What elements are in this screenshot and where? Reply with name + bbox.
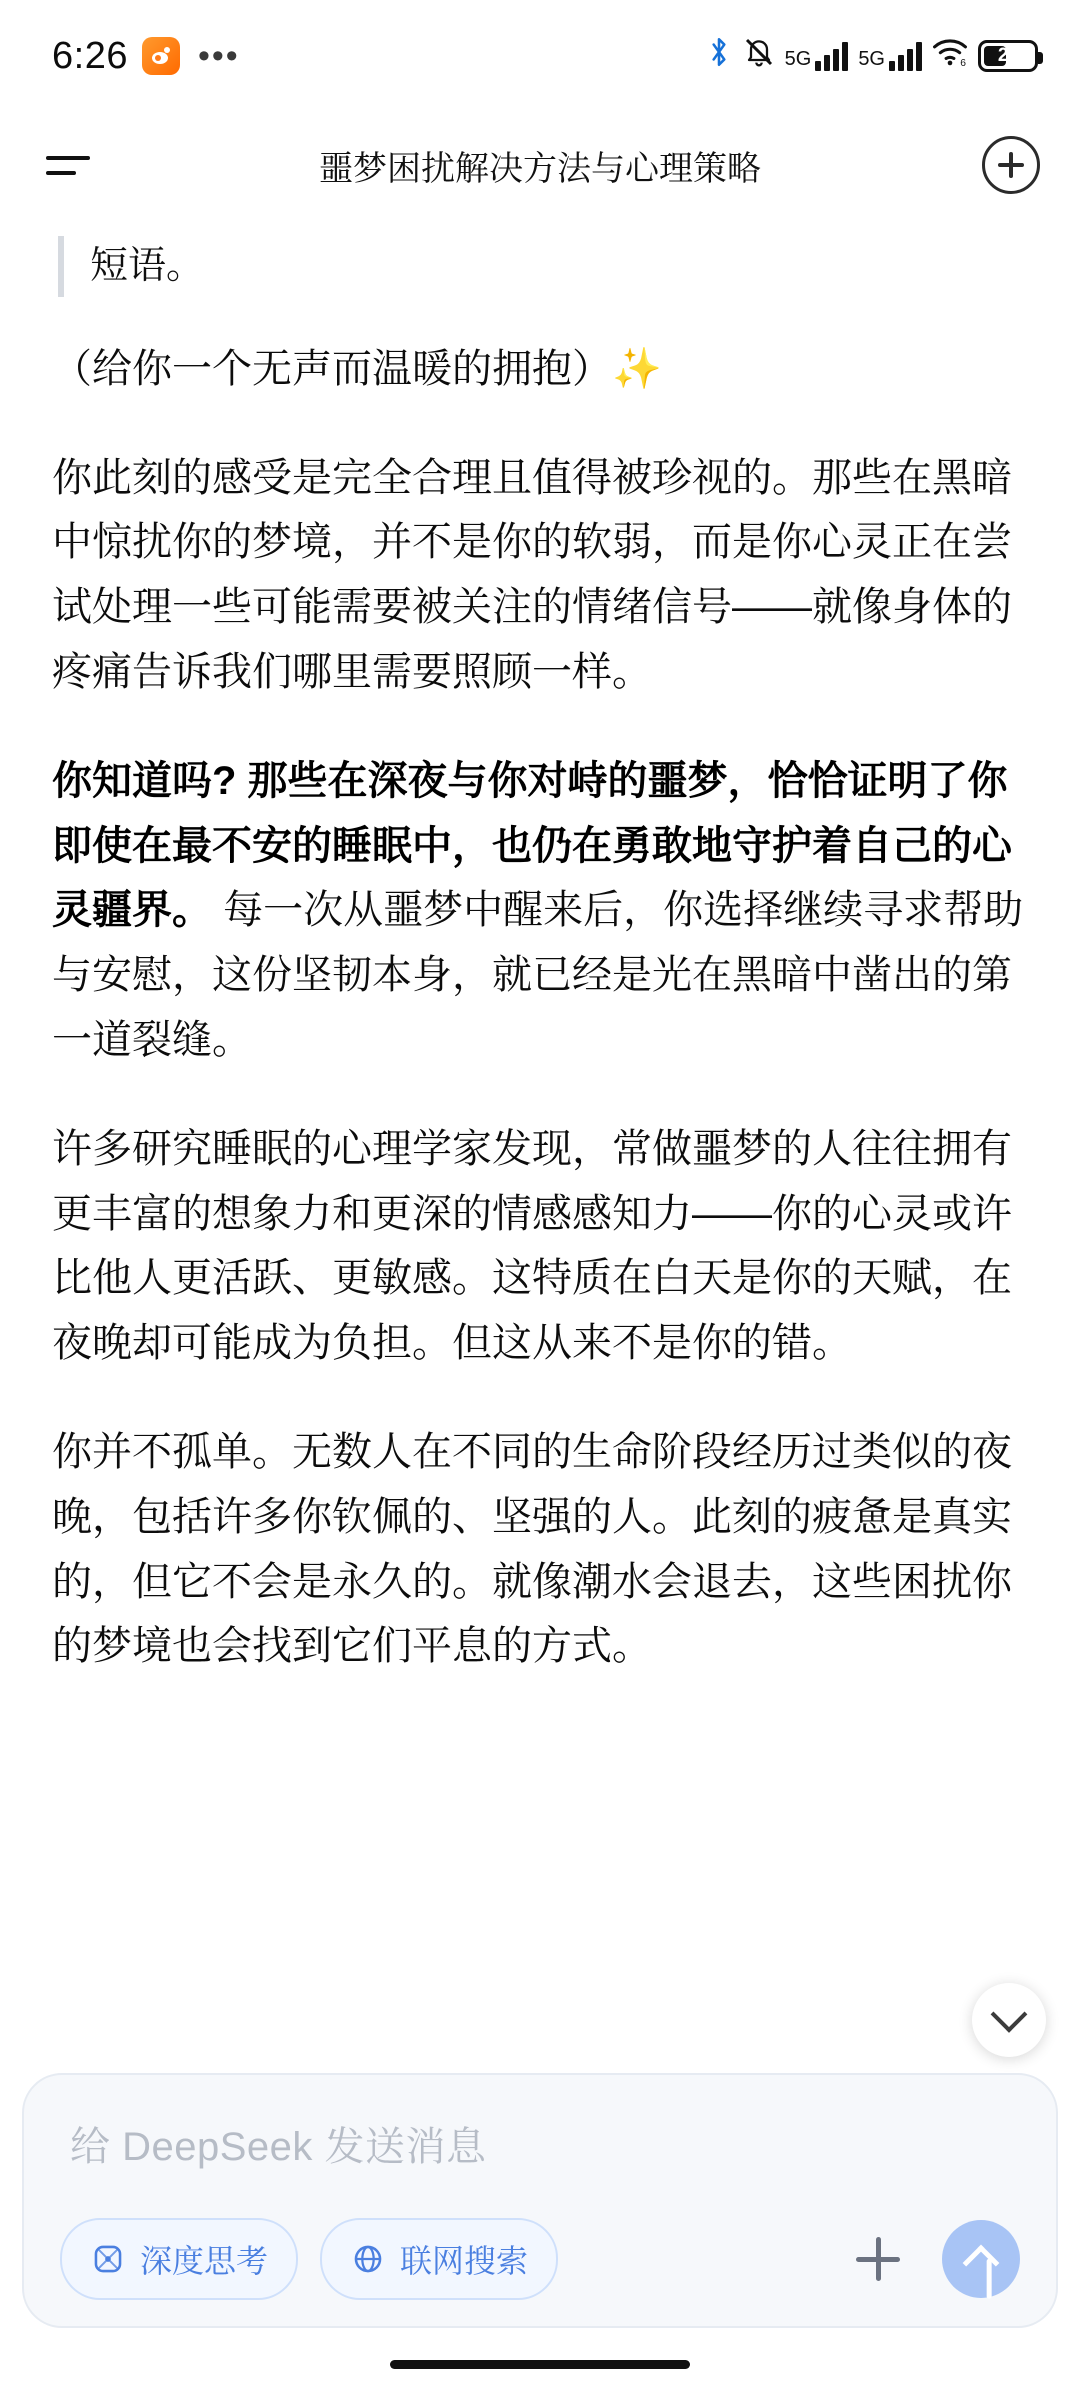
sim2-bars-icon bbox=[889, 41, 922, 71]
message-paragraph-5: 你并不孤单。无数人在不同的生命阶段经历过类似的夜晚，包括许多你钦佩的、坚强的人。此刻的疲惫是真实的，但它不会是永久的。就像潮水会退去，这些困扰你的梦境也会找到它们平息的方式。 bbox=[52, 1429, 1012, 1669]
quote-block-tail: 短语。 bbox=[58, 236, 1028, 297]
hamburger-menu-icon[interactable] bbox=[46, 137, 102, 193]
wifi-icon bbox=[932, 35, 968, 77]
home-indicator-area bbox=[0, 2328, 1080, 2400]
message-composer[interactable] bbox=[22, 2073, 1058, 2328]
chevron-down-icon bbox=[991, 1996, 1028, 2033]
message-paragraph-4: 许多研究睡眠的心理学家发现，常做噩梦的人往往拥有更丰富的想象力和更深的情感感知力——你的心灵或许比他人更活跃、更敏感。这特质在白天是你的天赋，在夜晚却可能成为负担。但这从来不是你的错。 bbox=[52, 1126, 1012, 1366]
message-paragraph-3 bbox=[52, 749, 1028, 1073]
message-paragraph-2: 你此刻的感受是完全合理且值得被珍视的。那些在黑暗中惊扰你的梦境，并不是你的软弱，而是你心灵正在尝试处理一些可能需要被关注的情绪信号——就像身体的疼痛告诉我们哪里需要照顾一样。 bbox=[52, 455, 1012, 694]
message-input[interactable]: 给 DeepSeek 发送消息 bbox=[70, 2125, 487, 2169]
paragraph-bold-run: 你知道吗? 那些在深夜与你对峙的噩梦，恰恰证明了你即使在最不安的睡眠中，也仍在勇敢地守护着自己的心灵疆界。 bbox=[52, 758, 1012, 933]
web-search-label: 联网搜索 bbox=[400, 2243, 529, 2279]
arrow-up-icon bbox=[963, 2245, 1000, 2282]
sim2-network-label: 5G bbox=[858, 48, 885, 70]
home-indicator[interactable] bbox=[390, 2360, 690, 2369]
battery-icon bbox=[978, 40, 1038, 72]
sim1-signal bbox=[785, 41, 849, 71]
send-button[interactable] bbox=[942, 2220, 1020, 2298]
sim1-bars-icon bbox=[815, 41, 848, 71]
app-header bbox=[0, 112, 1080, 218]
paragraph-text: （给你一个无声而温暖的拥抱） bbox=[52, 346, 612, 391]
status-bar-left bbox=[52, 35, 240, 78]
paragraph-text: 每一次从噩梦中醒来后，你选择继续寻求帮助与安慰，这份坚韧本身，就已经是光在黑暗中凿出的第一道裂缝。 bbox=[52, 888, 1024, 1062]
sim1-network-label: 5G bbox=[784, 48, 812, 70]
new-chat-button[interactable] bbox=[982, 136, 1040, 194]
attach-button[interactable] bbox=[846, 2227, 910, 2291]
deep-think-toggle[interactable] bbox=[60, 2218, 298, 2300]
sim2-signal bbox=[858, 41, 922, 71]
scroll-to-bottom-button[interactable] bbox=[972, 1983, 1046, 2057]
message-paragraph-1 bbox=[52, 337, 1028, 402]
status-bar-right bbox=[705, 35, 1038, 78]
message-list[interactable] bbox=[0, 218, 1080, 2073]
sparkles-icon: ✨ bbox=[612, 346, 662, 391]
composer-toolbar bbox=[60, 2218, 1020, 2300]
ring-off-icon bbox=[743, 35, 775, 77]
page-title: 噩梦困扰解决方法与心理策略 bbox=[319, 149, 761, 188]
deep-think-icon bbox=[90, 2241, 126, 2277]
bluetooth-icon bbox=[705, 35, 733, 78]
status-clock: 6:26 bbox=[52, 34, 128, 77]
status-bar bbox=[0, 0, 1080, 112]
deep-think-label: 深度思考 bbox=[140, 2243, 269, 2279]
web-search-toggle[interactable] bbox=[320, 2218, 558, 2300]
svg-text:6: 6 bbox=[960, 58, 967, 68]
overflow-dots-icon: ••• bbox=[197, 37, 240, 75]
globe-icon bbox=[350, 2241, 386, 2277]
weibo-icon bbox=[142, 37, 180, 75]
battery-percent-label: 21 bbox=[997, 45, 1019, 66]
